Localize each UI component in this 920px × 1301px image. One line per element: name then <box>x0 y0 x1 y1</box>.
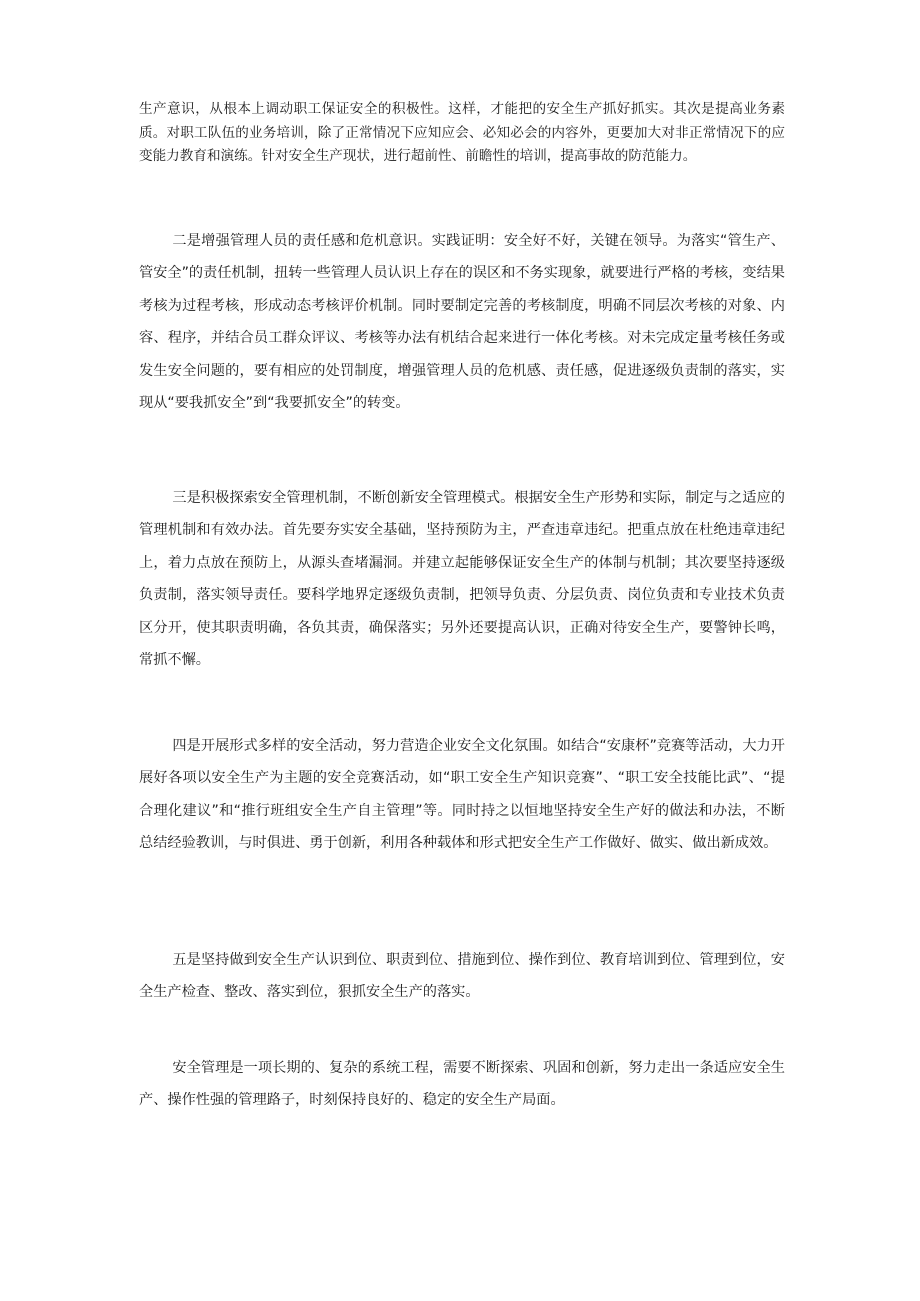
paragraph-safety-mechanism: 三是积极探索安全管理机制，不断创新安全管理模式。根据安全生产形势和实际，制定与之适应的管理机制和有效办法。首先要夯实安全基础，坚持预防为主，严查违章违纪。把重点放在杜绝违章违纪上，着力点放在预防上，从源头查堵漏洞。并建立起能够保证安全生产的体制与机制；其次要坚持逐级负责制，落实领导责任。要科学地界定逐级负责制，把领导负责、分层负责、岗位负责和专业技术负责区分开，使其职责明确，各负其责，确保落实；另外还要提高认识，正确对待安全生产，要警钟长鸣，常抓不懈。 <box>139 490 785 669</box>
paragraph-continuation: 生产意识，从根本上调动职工保证安全的积极性。这样，才能把的安全生产抓好抓实。其次是提高业务素质。对职工队伍的业务培训，除了正常情况下应知应会、必知必会的内容外，更要加大对非正常情况下的应变能力教育和演练。针对安全生产现状，进行超前性、前瞻性的培训，提高事故的防范能力。 <box>139 101 785 164</box>
paragraph-safety-activities: 四是开展形式多样的安全活动，努力营造企业安全文化氛围。如结合“安康杯”竞赛等活动，大力开展好各项以安全生产为主题的安全竞赛活动，如“职工安全生产知识竞赛”、“职工安全技能比武”、“提合理化建议”和“推行班组安全生产自主管理”等。同时持之以恒地坚持安全生产好的做法和办法，不断总结经验教训，与时俱进、勇于创新，利用各种载体和形式把安全生产工作做好、做实、做出新成效。 <box>139 738 785 852</box>
paragraph-management-responsibility: 二是增强管理人员的责任感和危机意识。实践证明：安全好不好，关键在领导。为落实“管生产、管安全”的责任机制，扭转一些管理人员认识上存在的误区和不务实现象，就要进行严格的考核，变结果考核为过程考核，形成动态考核评价机制。同时要制定完善的考核制度，明确不同层次考核的对象、内容、程序，并结合员工群众评议、考核等办法有机结合起来进行一体化考核。对未完成定量考核任务或发生安全问题的，要有相应的处罚制度，增强管理人员的危机感、责任感，促进逐级负责制的落实，实现从“要我抓安全”到“我要抓安全”的转变。 <box>139 233 785 412</box>
paragraph-conclusion: 安全管理是一项长期的、复杂的系统工程，需要不断探索、巩固和创新，努力走出一条适应安全生产、操作性强的管理路子，时刻保持良好的、稳定的安全生产局面。 <box>139 1060 785 1109</box>
paragraph-in-place-measures: 五是坚持做到安全生产认识到位、职责到位、措施到位、操作到位、教育培训到位、管理到位，安全生产检查、整改、落实到位，狠抓安全生产的落实。 <box>139 952 785 1001</box>
